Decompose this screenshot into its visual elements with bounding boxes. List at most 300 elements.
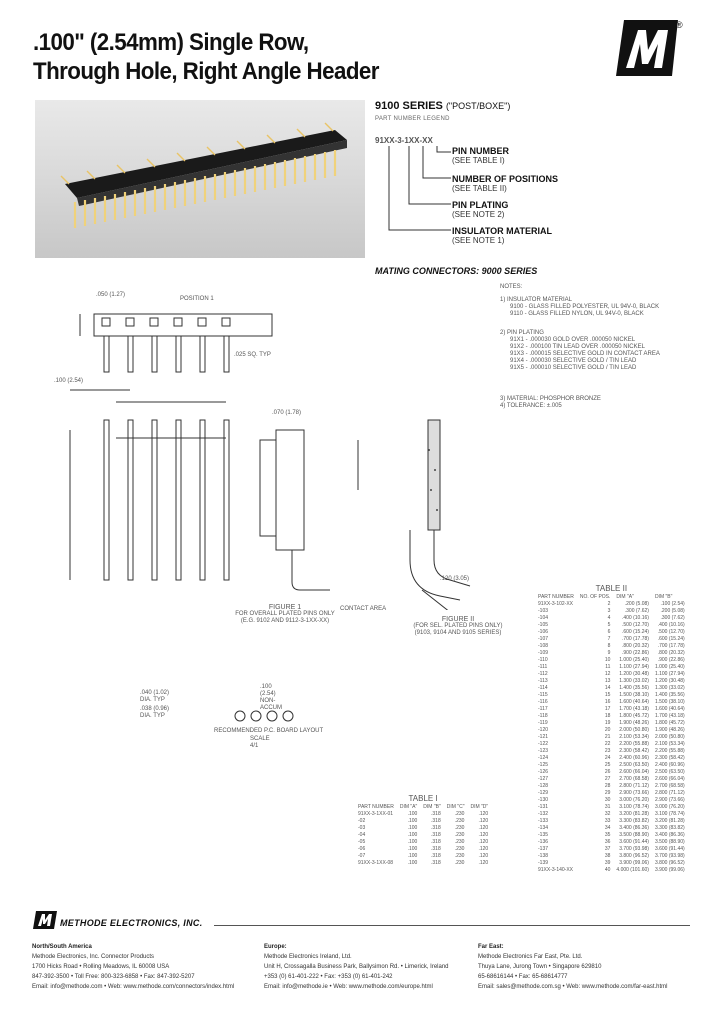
- table-cell: .800 (20.32): [621, 642, 649, 649]
- table-cell: .120: [478, 831, 489, 838]
- table-cell: 2.700 (68.58): [654, 782, 685, 789]
- table-cell: .100: [407, 838, 418, 845]
- callout-sub: (SEE NOTE 1): [452, 236, 505, 245]
- table-cell: -110: [538, 656, 548, 663]
- dim-label: .100 (2.54): [54, 378, 84, 384]
- footer-line: Email: info@methode.com • Web: www.methode.com/connectors/index.html: [32, 984, 235, 990]
- table-cell: -117: [538, 705, 548, 712]
- table-cell: -129: [538, 789, 549, 796]
- methode-logo: [612, 18, 684, 78]
- table-cell: -119: [538, 719, 548, 726]
- table-cell: .100: [407, 831, 418, 838]
- table-row: [535, 782, 688, 789]
- table-cell: 1.500 (38.10): [654, 698, 685, 705]
- table-cell: 2.100 (53.34): [654, 740, 685, 747]
- table-cell: 2: [607, 600, 611, 607]
- table-cell: .400 (10.16): [621, 614, 649, 621]
- dim-label: .038 (0.96) DIA. TYP: [140, 706, 170, 719]
- table-cell: 2.500 (63.50): [619, 761, 649, 768]
- table-cell: 2.800 (71.12): [654, 789, 685, 796]
- table-cell: .318: [431, 831, 441, 838]
- table-cell: -109: [538, 649, 549, 656]
- table-cell: -106: [538, 628, 549, 635]
- legend-title: PART NUMBER LEGEND: [375, 116, 450, 122]
- methode-small-logo-icon: [32, 910, 58, 930]
- table-cell: 1.400 (35.56): [619, 684, 649, 691]
- table-cell: -133: [538, 817, 549, 824]
- table-cell: -132: [538, 810, 549, 817]
- table-cell: -04: [358, 831, 366, 838]
- table-cell: .230: [454, 845, 465, 852]
- table-cell: -113: [538, 677, 548, 684]
- figure-2-caption: [368, 616, 548, 637]
- callout-label: PIN PLATING: [452, 200, 509, 210]
- footer-line: 65-68616144 • Fax: 65-68614777: [478, 974, 568, 980]
- callout-insulator: [452, 226, 552, 246]
- table-cell: 2.900 (73.66): [654, 796, 685, 803]
- footer-line: Email: info@methode.ie • Web: www.methode.com/europe.html: [264, 984, 433, 990]
- table-row: [355, 831, 491, 838]
- table-cell: .230: [454, 810, 465, 817]
- table-cell: .318: [431, 824, 441, 831]
- table-cell: 1.900 (48.26): [654, 726, 685, 733]
- figure-sub: FOR OVERALL PLATED PINS ONLY: [235, 611, 335, 617]
- table-row: [535, 733, 688, 740]
- table-2: [535, 584, 688, 873]
- table-cell: 12: [604, 670, 611, 677]
- table-header-cell: DIM "A": [616, 593, 634, 600]
- table-cell: 19: [604, 719, 611, 726]
- dim-label: .100 (2.54) NON-ACCUM: [260, 684, 282, 711]
- table-cell: 1.600 (40.64): [619, 698, 649, 705]
- table-cell: 91XX-3-140-XX: [538, 866, 574, 873]
- table-cell: 2.600 (66.04): [654, 775, 685, 782]
- table-row: [535, 789, 688, 796]
- table-row: [535, 761, 688, 768]
- table-cell: .230: [454, 859, 465, 866]
- table-cell: -114: [538, 684, 548, 691]
- table-cell: 23: [604, 747, 611, 754]
- figure-title: FIGURE 1: [268, 604, 302, 611]
- table-cell: 38: [604, 852, 611, 859]
- table-cell: -126: [538, 768, 549, 775]
- table-cell: .600 (15.24): [657, 635, 685, 642]
- table-header-cell: DIM "B": [423, 803, 441, 810]
- table-header-cell: DIM "D": [470, 803, 489, 810]
- technical-drawing: [30, 290, 500, 610]
- table-cell: 13: [604, 677, 611, 684]
- table-cell: 2.800 (71.12): [619, 782, 649, 789]
- table-header-cell: DIM "C": [446, 803, 465, 810]
- table-row: [535, 775, 688, 782]
- footer-col-europe: [264, 942, 479, 992]
- table-cell: .230: [454, 852, 465, 859]
- table-cell: 3.500 (88.90): [619, 831, 649, 838]
- table-cell: 91XX-3-102-XX: [538, 600, 574, 607]
- table-header-cell: NO. OF POS.: [579, 593, 611, 600]
- table-header-cell: DIM "B": [654, 593, 673, 600]
- table-row: [535, 719, 688, 726]
- table-cell: 1.500 (38.10): [619, 691, 649, 698]
- table-cell: .120: [478, 859, 489, 866]
- callout-sub: (SEE NOTE 2): [452, 210, 505, 219]
- registered-mark: ®: [676, 20, 683, 30]
- table-cell: -122: [538, 740, 549, 747]
- callout-label: NUMBER OF POSITIONS: [452, 174, 559, 184]
- table-cell: .100: [407, 824, 418, 831]
- legend-leader-lines: [375, 146, 455, 236]
- mating-connectors: MATING CONNECTORS: 9000 SERIES: [375, 266, 538, 276]
- table-cell: .230: [454, 831, 465, 838]
- table-cell: 2.600 (66.04): [619, 768, 649, 775]
- table-cell: 91XX-3-1XX-01: [358, 810, 394, 817]
- table-row: [535, 635, 688, 642]
- table-cell: 1.200 (30.48): [654, 677, 685, 684]
- company-name: METHODE ELECTRONICS, INC.: [60, 918, 203, 928]
- table-cell: -120: [538, 726, 549, 733]
- table-cell: 32: [604, 810, 611, 817]
- series-name: 9100 SERIES: [375, 100, 443, 112]
- footer-line: Email: sales@methode.com.sg • Web: www.methode.com/far-east.html: [478, 984, 668, 990]
- pcb-scale: SCALE 4/1: [250, 736, 270, 749]
- callout-sub: (SEE TABLE II): [452, 184, 507, 193]
- table-row: [535, 845, 688, 852]
- table-cell: 3.300 (83.82): [619, 817, 649, 824]
- note-line: 91X1 - .000030 GOLD OVER .000050 NICKEL: [510, 337, 636, 343]
- table-cell: 28: [604, 782, 611, 789]
- figure-sub: (FOR SEL. PLATED PINS ONLY): [413, 623, 503, 629]
- table-cell: 3.900 (99.06): [619, 859, 649, 866]
- table-cell: .200 (5.08): [660, 607, 685, 614]
- footer-rule: [214, 925, 690, 926]
- title-line-1: .100" (2.54mm) Single Row,: [33, 29, 309, 56]
- table-row: [535, 796, 688, 803]
- table-cell: -136: [538, 838, 549, 845]
- table-cell: 3.100 (78.74): [619, 803, 649, 810]
- table-cell: 5: [607, 621, 611, 628]
- title-line-2: Through Hole, Right Angle Header: [33, 58, 379, 85]
- table-cell: 18: [604, 712, 611, 719]
- table-cell: 3.000 (76.20): [619, 796, 649, 803]
- table-cell: -121: [538, 733, 549, 740]
- callout-label: INSULATOR MATERIAL: [452, 226, 552, 236]
- table-cell: .120: [478, 824, 489, 831]
- footer-line: Unit H, Crossagalla Business Park, Ballysimon Rd. • Limerick, Ireland: [264, 964, 449, 970]
- table-cell: 9: [607, 649, 611, 656]
- table-cell: 2.000 (50.80): [654, 733, 685, 740]
- callout-label: PIN NUMBER: [452, 146, 510, 156]
- table-row: [535, 600, 688, 607]
- dim-label: .120 (3.05): [440, 576, 470, 582]
- table-title: TABLE II: [595, 584, 628, 593]
- callout-sub: (SEE TABLE I): [452, 156, 505, 165]
- figure-sub: (9103, 9104 AND 9105 SERIES): [414, 630, 502, 636]
- table-cell: -05: [358, 838, 366, 845]
- product-photo: [35, 100, 365, 258]
- table-row: [535, 614, 688, 621]
- methode-m-logo-icon: [612, 18, 684, 78]
- table-header-row: [355, 803, 491, 810]
- dim-label: .070 (1.78): [272, 410, 302, 416]
- table-row: [535, 684, 688, 691]
- table-cell: .318: [431, 817, 441, 824]
- table-cell: .120: [478, 817, 489, 824]
- table-cell: -115: [538, 691, 548, 698]
- table-row: [535, 803, 688, 810]
- table-title: TABLE I: [408, 794, 438, 803]
- table-header-cell: DIM "A": [399, 803, 418, 810]
- footer-line: 1700 Hicks Road • Rolling Meadows, IL 60008 USA: [32, 964, 170, 970]
- note-line: 91X5 - .000010 SELECTIVE GOLD / TIN LEAD: [510, 365, 637, 371]
- region-label: North/South America: [32, 944, 92, 950]
- table-cell: 22: [604, 740, 611, 747]
- table-cell: -02: [358, 817, 366, 824]
- table-row: [355, 852, 491, 859]
- dim-label: .025 SQ. TYP: [234, 352, 271, 358]
- table-cell: .200 (5.08): [624, 600, 649, 607]
- table-cell: 1.800 (45.72): [654, 719, 685, 726]
- table-cell: 7: [607, 635, 611, 642]
- table-row: [355, 859, 491, 866]
- note-line: 9100 - GLASS FILLED POLYESTER, UL 94V-0, BLACK: [510, 304, 660, 310]
- table-cell: 3.400 (86.36): [654, 831, 685, 838]
- table-row: [535, 656, 688, 663]
- table-row: [535, 768, 688, 775]
- table-cell: -103: [538, 607, 549, 614]
- note-line: 2) PIN PLATING: [500, 330, 544, 336]
- table-header-row: [535, 593, 688, 600]
- table-row: [535, 810, 688, 817]
- table-cell: -111: [538, 663, 548, 670]
- note-line: 3) MATERIAL: PHOSPHOR BRONZE: [500, 396, 601, 402]
- table-cell: 2.300 (58.42): [619, 747, 649, 754]
- table-cell: 1.000 (25.40): [654, 663, 685, 670]
- table-row: [355, 845, 491, 852]
- note-line: 1) INSULATOR MATERIAL: [500, 297, 573, 303]
- table-cell: .318: [431, 845, 441, 852]
- table-row: [535, 831, 688, 838]
- footer-line: Thuya Lane, Jurong Town • Singapore 629810: [478, 964, 602, 970]
- pcb-holes: [230, 706, 300, 726]
- table-cell: .100: [407, 859, 418, 866]
- table-cell: 3.000 (76.20): [654, 803, 685, 810]
- table-cell: 3.800 (96.52): [654, 859, 685, 866]
- table-cell: 29: [604, 789, 611, 796]
- table-cell: .700 (17.78): [621, 635, 649, 642]
- table-cell: -108: [538, 642, 549, 649]
- table-cell: 40: [604, 866, 611, 873]
- series-style: ("POST/BOXE"): [445, 101, 511, 111]
- table-cell: .120: [478, 810, 489, 817]
- note-line: 4) TOLERANCE: ±.005: [500, 403, 562, 409]
- table-row: [535, 859, 688, 866]
- table-cell: 25: [604, 761, 611, 768]
- table-row: [535, 705, 688, 712]
- table-cell: 31: [604, 803, 611, 810]
- table-cell: 3.700 (93.98): [619, 845, 649, 852]
- table-row: [535, 607, 688, 614]
- table-cell: .900 (22.86): [657, 656, 685, 663]
- table-cell: 15: [604, 691, 611, 698]
- table-cell: 21: [604, 733, 611, 740]
- table-row: [355, 810, 491, 817]
- table-row: [535, 663, 688, 670]
- table-cell: 2.000 (50.80): [619, 726, 649, 733]
- table-cell: -128: [538, 782, 549, 789]
- table-cell: 35: [604, 831, 611, 838]
- table-cell: 14: [604, 684, 611, 691]
- table-cell: 33: [604, 817, 611, 824]
- table-cell: 2.400 (60.96): [619, 754, 649, 761]
- table-cell: 30: [604, 796, 611, 803]
- table-cell: 1.100 (27.94): [654, 670, 685, 677]
- table-cell: 3.400 (86.36): [619, 824, 649, 831]
- note-line: 91X4 - .000030 SELECTIVE GOLD / TIN LEAD: [510, 358, 637, 364]
- table-cell: 3.700 (93.98): [654, 852, 685, 859]
- table-cell: .100 (2.54): [660, 600, 685, 607]
- table-cell: 3.800 (96.52): [619, 852, 649, 859]
- table-row: [535, 698, 688, 705]
- table-row: [535, 670, 688, 677]
- table-cell: 2.700 (68.58): [619, 775, 649, 782]
- table-row: [535, 838, 688, 845]
- table-cell: 2.100 (53.34): [619, 733, 649, 740]
- table-row: [535, 852, 688, 859]
- table-cell: .318: [431, 838, 441, 845]
- notes-block: [500, 284, 705, 410]
- table-cell: 24: [604, 754, 611, 761]
- table-cell: 36: [604, 838, 611, 845]
- table-cell: .800 (20.32): [657, 649, 685, 656]
- table-cell: .300 (7.62): [660, 614, 685, 621]
- table-cell: 2.500 (63.50): [654, 768, 685, 775]
- series-heading: [375, 100, 510, 112]
- table-cell: 3.300 (83.82): [654, 824, 685, 831]
- table-row: [535, 712, 688, 719]
- table-cell: -118: [538, 712, 548, 719]
- table-cell: 34: [604, 824, 611, 831]
- table-cell: 3: [607, 607, 611, 614]
- callout-pin-plating: [452, 200, 508, 220]
- table-cell: 1.400 (35.56): [654, 691, 685, 698]
- table-cell: .100: [407, 817, 418, 824]
- table-cell: .120: [478, 852, 489, 859]
- table-cell: 91XX-3-1XX-08: [358, 859, 394, 866]
- note-line: NOTES:: [500, 284, 523, 290]
- table-cell: 20: [604, 726, 611, 733]
- table-cell: 27: [604, 775, 611, 782]
- table-cell: .230: [454, 838, 465, 845]
- header-connector-image: [35, 100, 365, 258]
- table-header-cell: PART NUMBER: [538, 593, 574, 600]
- table-row: [535, 649, 688, 656]
- table-cell: 1.300 (33.02): [619, 677, 649, 684]
- table-cell: 1.800 (45.72): [619, 712, 649, 719]
- dim-label: .040 (1.02) DIA. TYP: [140, 690, 170, 703]
- note-line: 91X3 - .000015 SELECTIVE GOLD IN CONTACT AREA: [510, 351, 660, 357]
- table-row: [355, 838, 491, 845]
- table-cell: .300 (7.62): [624, 607, 649, 614]
- table-cell: .700 (17.78): [657, 642, 685, 649]
- table-cell: 3.200 (81.28): [619, 810, 649, 817]
- footer-logo: [32, 910, 58, 935]
- region-label: Far East:: [478, 944, 504, 950]
- note-line: 9110 - GLASS FILLED NYLON, UL 94V-0, BLACK: [510, 311, 644, 317]
- table-cell: 1.900 (48.26): [619, 719, 649, 726]
- table-cell: -107: [538, 635, 549, 642]
- footer-line: Methode Electronics, Inc. Connector Products: [32, 954, 155, 960]
- table-cell: .500 (12.70): [657, 628, 685, 635]
- table-row: [535, 621, 688, 628]
- table-row: [535, 628, 688, 635]
- table-cell: 2.900 (73.66): [619, 789, 649, 796]
- table-cell: .100: [407, 810, 418, 817]
- table-cell: -135: [538, 831, 549, 838]
- table-cell: 39: [604, 859, 611, 866]
- table-2-grid: [535, 593, 688, 873]
- table-cell: 2.300 (58.42): [654, 754, 685, 761]
- table-cell: 3.900 (99.06): [654, 866, 685, 873]
- table-cell: 2.200 (55.88): [654, 747, 685, 754]
- table-cell: -134: [538, 824, 549, 831]
- table-cell: 1.000 (25.40): [619, 656, 649, 663]
- table-header-cell: PART NUMBER: [358, 803, 394, 810]
- note-line: 91X2 - .000100 TIN LEAD OVER .000050 NICKEL: [510, 344, 645, 350]
- table-cell: 6: [607, 628, 611, 635]
- table-cell: -105: [538, 621, 549, 628]
- figure-sub: (E.G. 9102 AND 9112-3-1XX-XX): [240, 618, 330, 624]
- table-cell: 1.100 (27.94): [619, 663, 649, 670]
- table-cell: 3.100 (78.74): [654, 810, 685, 817]
- table-row: [355, 817, 491, 824]
- table-cell: -125: [538, 761, 549, 768]
- table-row: [535, 677, 688, 684]
- figure-1-caption: [200, 604, 370, 625]
- table-cell: .318: [431, 852, 441, 859]
- table-cell: -130: [538, 796, 549, 803]
- table-cell: 3.500 (88.90): [654, 838, 685, 845]
- table-cell: 8: [607, 642, 611, 649]
- table-cell: .400 (10.16): [657, 621, 685, 628]
- table-cell: -116: [538, 698, 548, 705]
- dim-label: POSITION 1: [180, 296, 214, 302]
- table-cell: .100: [407, 845, 418, 852]
- table-cell: -07: [358, 852, 366, 859]
- pcb-label: RECOMMENDED P.C. BOARD LAYOUT: [214, 728, 324, 734]
- table-cell: .318: [431, 810, 441, 817]
- page-title: [33, 28, 379, 86]
- table-cell: 3.600 (91.44): [619, 838, 649, 845]
- table-cell: 3.600 (91.44): [654, 845, 685, 852]
- table-cell: 16: [604, 698, 611, 705]
- table-row: [535, 866, 688, 873]
- table-row: [535, 754, 688, 761]
- table-cell: -03: [358, 824, 366, 831]
- dim-label: .050 (1.27): [96, 292, 126, 298]
- table-row: [535, 740, 688, 747]
- table-cell: 1.700 (43.18): [619, 705, 649, 712]
- contact-area-label: CONTACT AREA: [340, 606, 387, 612]
- table-cell: 1.700 (43.18): [654, 712, 685, 719]
- table-cell: .900 (22.86): [621, 649, 649, 656]
- figure-title: FIGURE II: [441, 616, 475, 623]
- table-row: [535, 691, 688, 698]
- table-cell: 2.400 (60.96): [654, 761, 685, 768]
- table-1-grid: [355, 803, 491, 866]
- table-cell: .120: [478, 838, 489, 845]
- footer-line: +353 (0) 61-401-222 • Fax: +353 (0) 61-401-242: [264, 974, 393, 980]
- table-1: [355, 794, 491, 866]
